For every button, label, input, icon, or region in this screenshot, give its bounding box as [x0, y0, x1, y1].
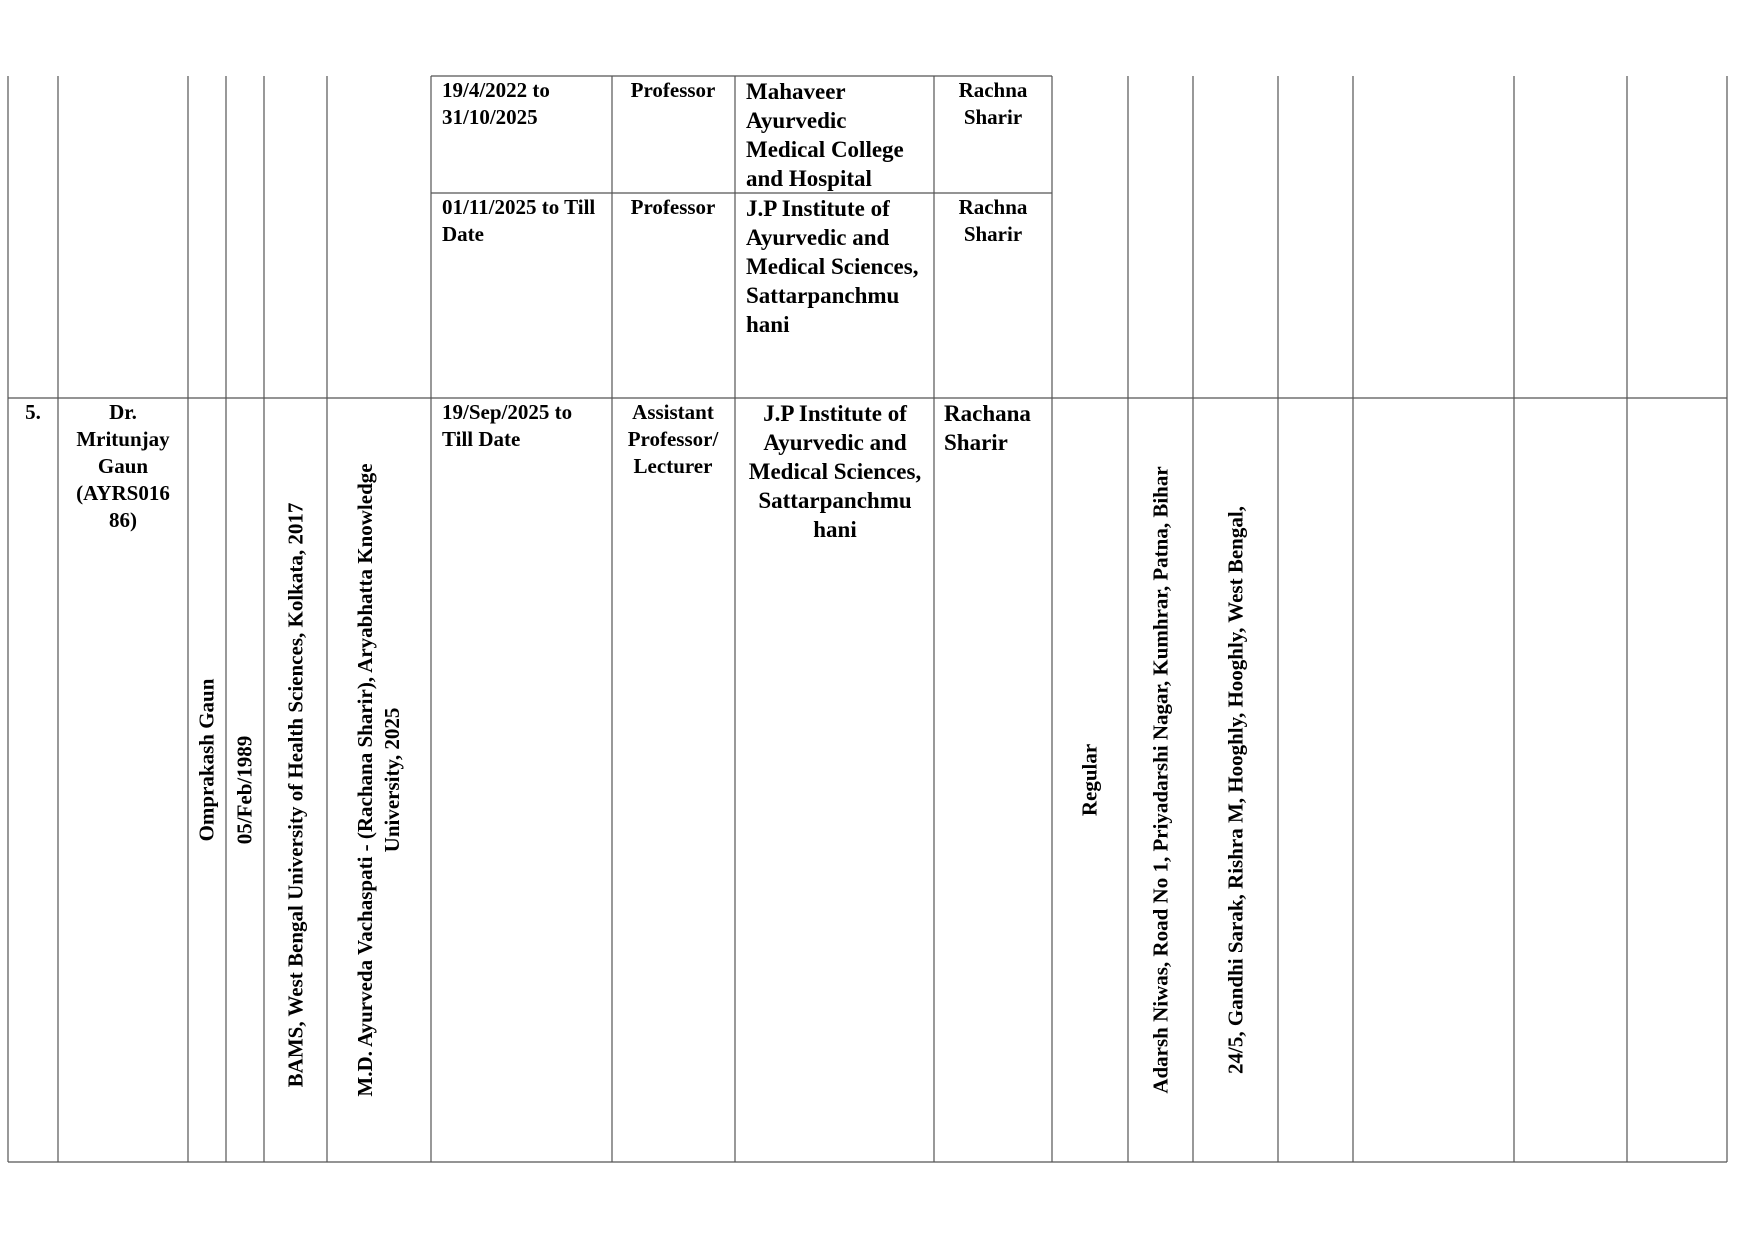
row5-present-address: 24/5, Gandhi Sarak, Rishra M, Hooghly, Hooghly, West Bengal, [1223, 506, 1247, 1074]
row5-pg-qualification [352, 463, 406, 1096]
row5-department: Rachana Sharir [944, 401, 1031, 455]
row5-permanent-address: Adarsh Niwas, Road No 1, Priyadarshi Nagar, Kumhrar, Patna, Bihar [1148, 466, 1172, 1094]
row5-pg-line1: M.D. Ayurveda Vachaspati - (Rachana Sharir), Aryabhatta Knowledge [353, 463, 377, 1097]
row5-present-address-cell [1193, 460, 1278, 1120]
row5-permanent-address-cell [1128, 430, 1193, 1130]
exp2-period: 01/11/2025 to Till Date [442, 195, 596, 246]
row5-serial: 5. [25, 400, 41, 424]
row5-father-name: Omprakash Gaun [194, 678, 219, 842]
row5-pg-line2: University, 2025 [380, 707, 404, 853]
exp1-period: 19/4/2022 to 31/10/2025 [442, 78, 550, 129]
row5-pg-cell [327, 420, 431, 1140]
row5-ug-qualification: BAMS, West Bengal University of Health Sciences, Kolkata, 2017 [283, 502, 307, 1088]
row5-dob-cell [226, 700, 264, 880]
exp2-designation: Professor [630, 195, 716, 219]
row5-father-name-cell [188, 640, 226, 880]
row5-nature-cell [1052, 700, 1128, 860]
row5-nature: Regular [1077, 743, 1102, 817]
row5-ug-cell [264, 450, 327, 1140]
exp2-department: Rachna Sharir [958, 195, 1028, 246]
exp1-department: Rachna Sharir [958, 78, 1028, 129]
row5-period: 19/Sep/2025 to Till Date [442, 400, 573, 451]
exp2-institute: J.P Institute of Ayurvedic and Medical Sciences, Sattarpanchmu hani [746, 196, 919, 337]
row5-name: Dr. Mritunjay Gaun (AYRS016 86) [76, 400, 170, 532]
row5-institute: J.P Institute of Ayurvedic and Medical Sciences, Sattarpanchmu hani [748, 401, 922, 542]
exp1-institute: Mahaveer Ayurvedic Medical College and Hospital [746, 79, 904, 191]
row5-dob: 05/Feb/1989 [232, 735, 257, 845]
row5-designation: Assistant Professor/ Lecturer [627, 400, 719, 478]
exp1-designation: Professor [630, 78, 716, 102]
